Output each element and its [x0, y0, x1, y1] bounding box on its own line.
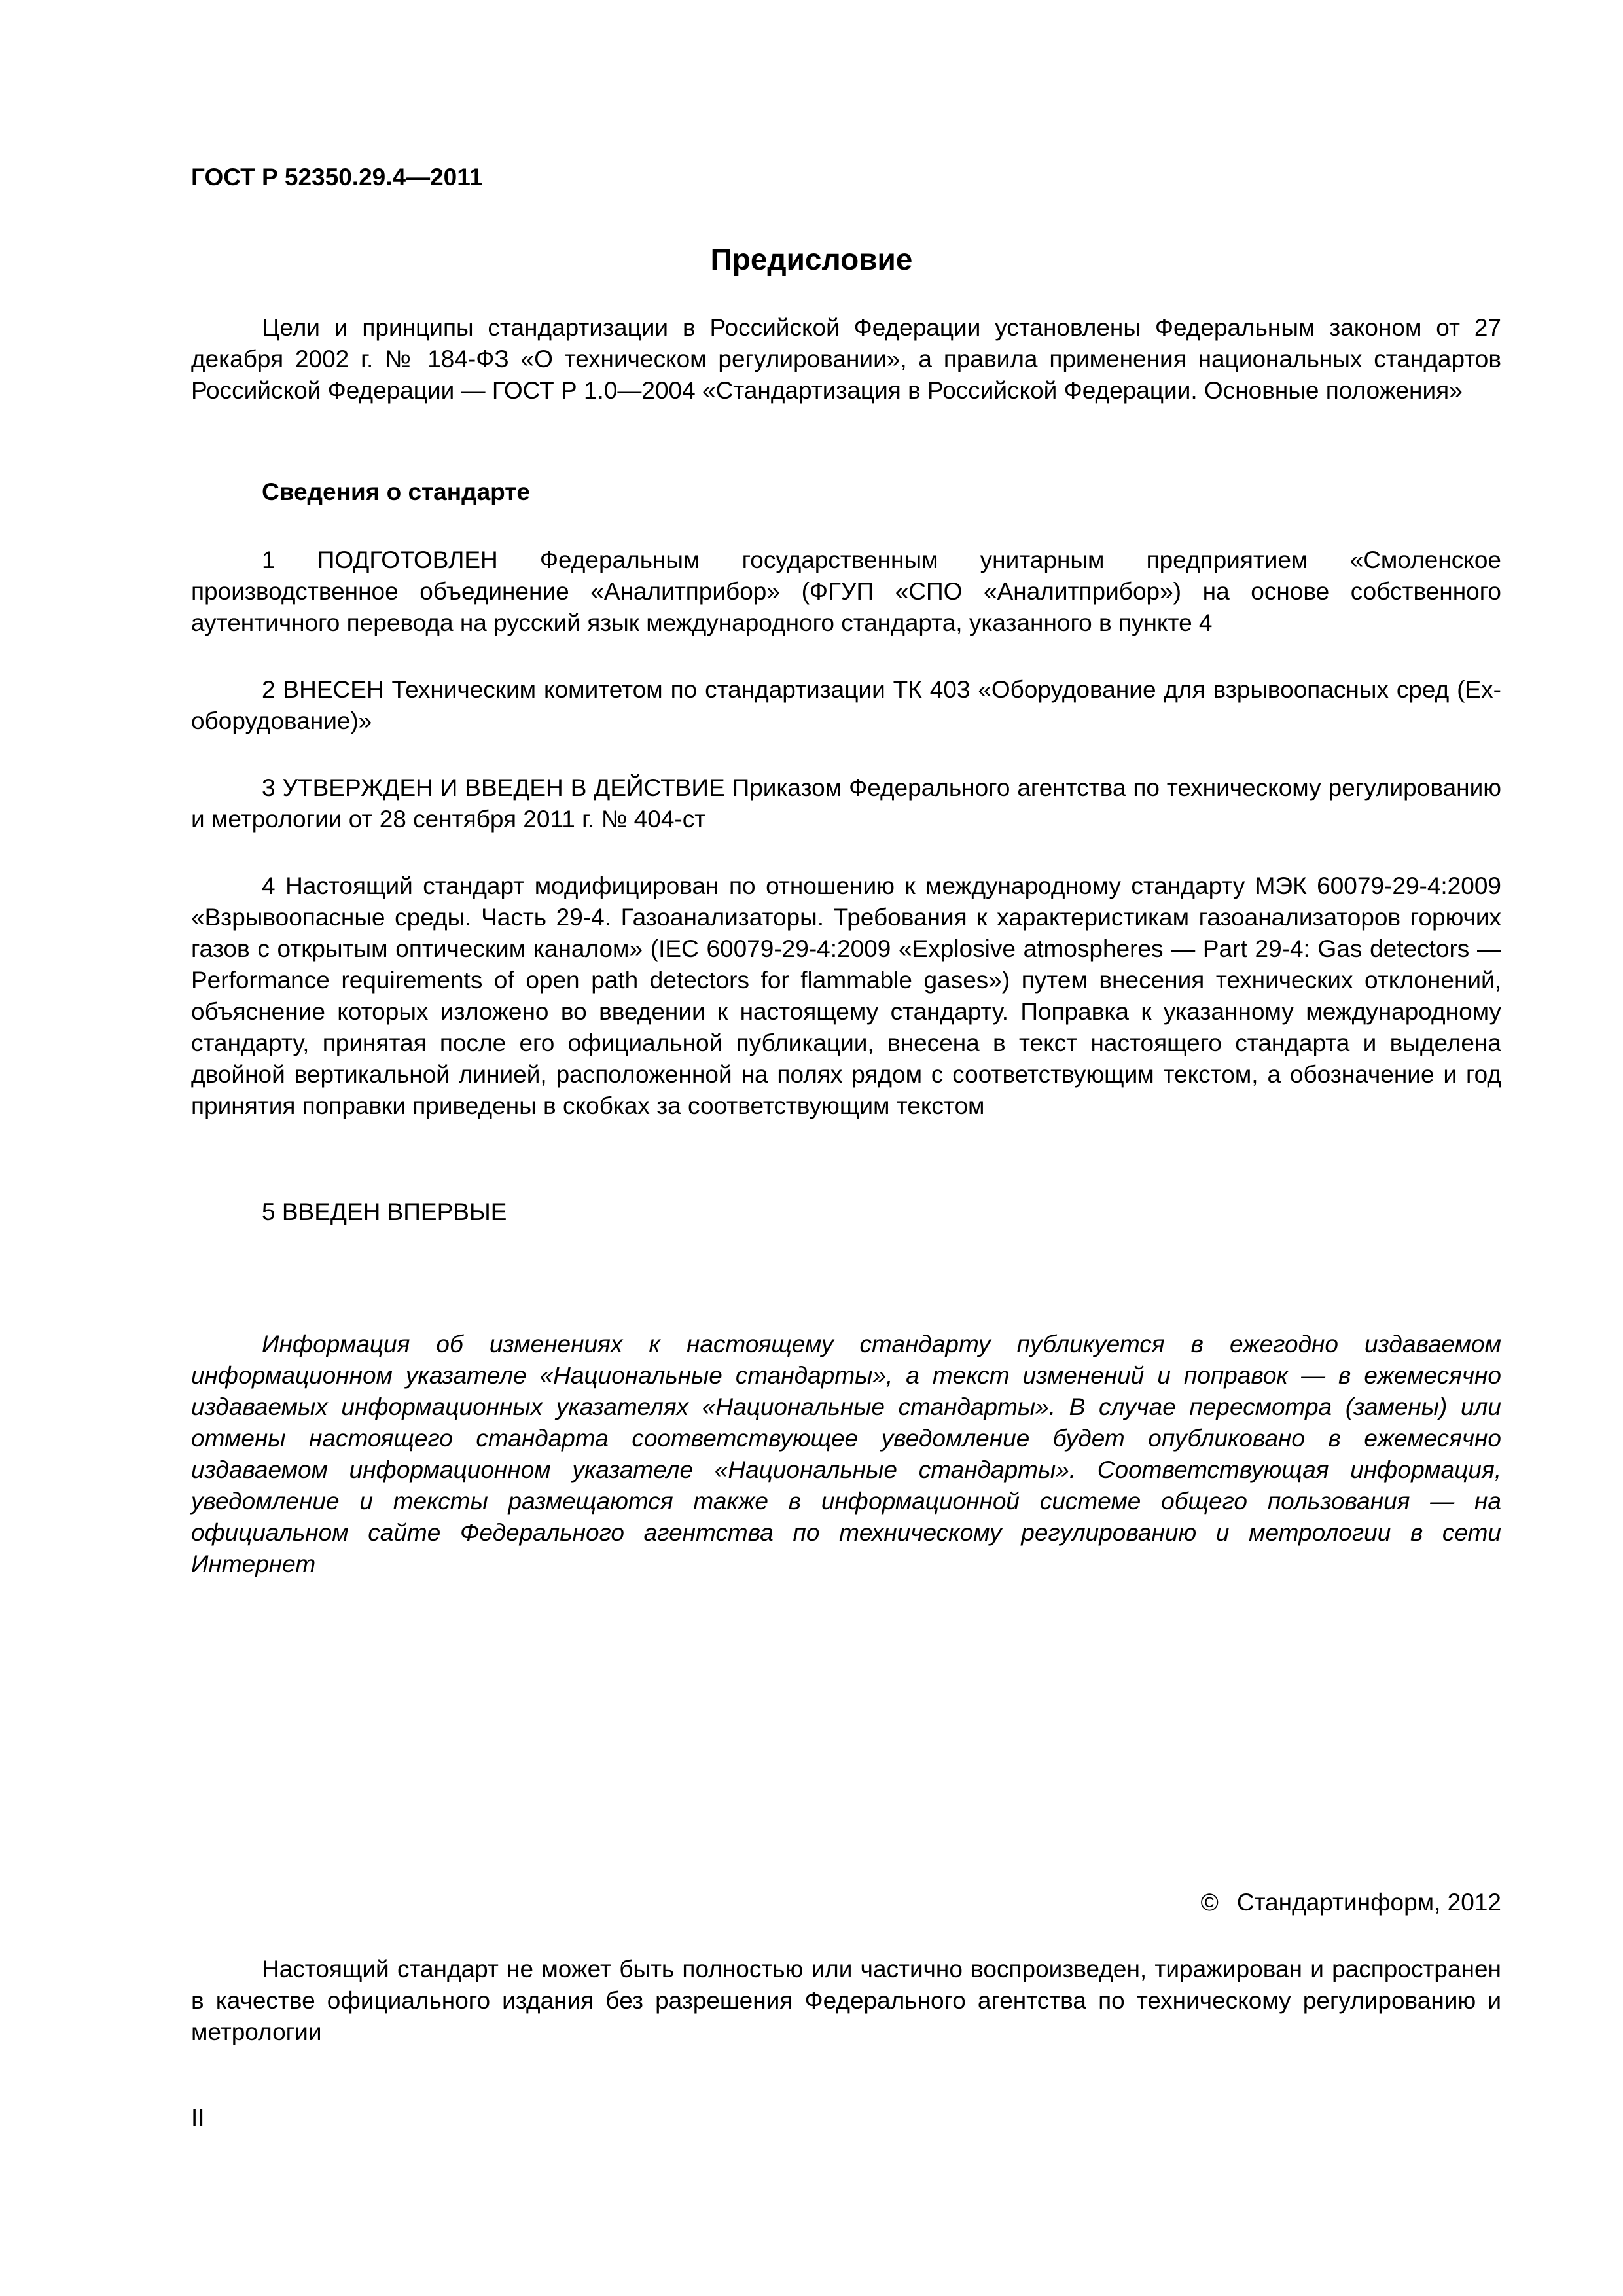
copyright-text: Стандартинформ, 2012 — [1236, 1889, 1501, 1916]
notice-paragraph: Информация об изменениях к настоящему стандарту публикуется в ежегодно издаваемом информационном указателе «Национальные стандарты», а текст изменений и поправок — в ежемесячно издаваемых информационных указателях «Национальные стандарты». В случае пересмотра (замены) или отмены настоящего стандарта соответствующее уведомление будет опубликовано в ежемесячно издаваемом информационном указателе «Национальные стандарты». Соответствующая информация, уведомление и тексты размещаются также в информационной системе общего пользования — на официальном сайте Федерального агентства по техническому регулированию и метрологии в сети Интернет — [191, 1331, 1501, 1577]
document-header: ГОСТ Р 52350.29.4—2011 — [191, 164, 483, 190]
copyright-icon: © — [1200, 1889, 1219, 1916]
subheading: Сведения о стандарте — [262, 478, 530, 505]
item-5-paragraph: 5 ВВЕДЕН ВПЕРВЫЕ — [262, 1198, 507, 1225]
item-1-paragraph: 1 ПОДГОТОВЛЕН Федеральным государственным унитарным предприятием «Смоленское производственное объединение «Аналитприбор» (ФГУП «СПО «Аналитприбор») на основе собственного аутентичного перевода на русский язык международного стандарта, указанного в пункте 4 — [191, 547, 1501, 636]
page-number: II — [191, 2104, 205, 2131]
page-title: Предисловие — [710, 242, 913, 276]
reproduction-paragraph: Настоящий стандарт не может быть полностью или частично воспроизведен, тиражирован и распространен в качестве официального издания без разрешения Федерального агентства по техническому регулированию и метрологии — [191, 1956, 1501, 2045]
intro-paragraph: Цели и принципы стандартизации в Российской Федерации установлены Федеральным законом от 27 декабря 2002 г. № 184-ФЗ «О техническом регулировании», а правила применения национальных стандартов Российской Федерации — ГОСТ Р 1.0—2004 «Стандартизация в Российской Федерации. Основные положения» — [191, 314, 1501, 404]
item-3-paragraph: 3 УТВЕРЖДЕН И ВВЕДЕН В ДЕЙСТВИЕ Приказом Федерального агентства по техническому регулированию и метрологии от 28 сентября 2011 г. № 404-ст — [191, 774, 1501, 833]
item-2-paragraph: 2 ВНЕСЕН Техническим комитетом по стандартизации ТК 403 «Оборудование для взрывоопасных сред (Ex-оборудование)» — [191, 676, 1501, 734]
copyright-line — [1201, 1887, 1501, 1918]
item-4-paragraph: 4 Настоящий стандарт модифицирован по отношению к международному стандарту МЭК 60079-29-4:2009 «Взрывоопасные среды. Часть 29-4. Газоанализаторы. Требования к характеристикам газоанализаторов горючих газов с открытым оптическим каналом» (IEC 60079-29-4:2009 «Explosive atmospheres — Part 29-4: Gas detectors — Performance requirements of open path detectors for flammable gases») путем внесения технических отклонений, объяснение которых изложено во введении к настоящему стандарту. Поправка к указанному международному стандарту, принятая после его официальной публикации, внесена в текст настоящего стандарта и выделена двойной вертикальной линией, расположенной на полях рядом с соответствующим текстом, а обозначение и год принятия поправки приведены в скобках за соответствующим текстом — [191, 872, 1501, 1119]
